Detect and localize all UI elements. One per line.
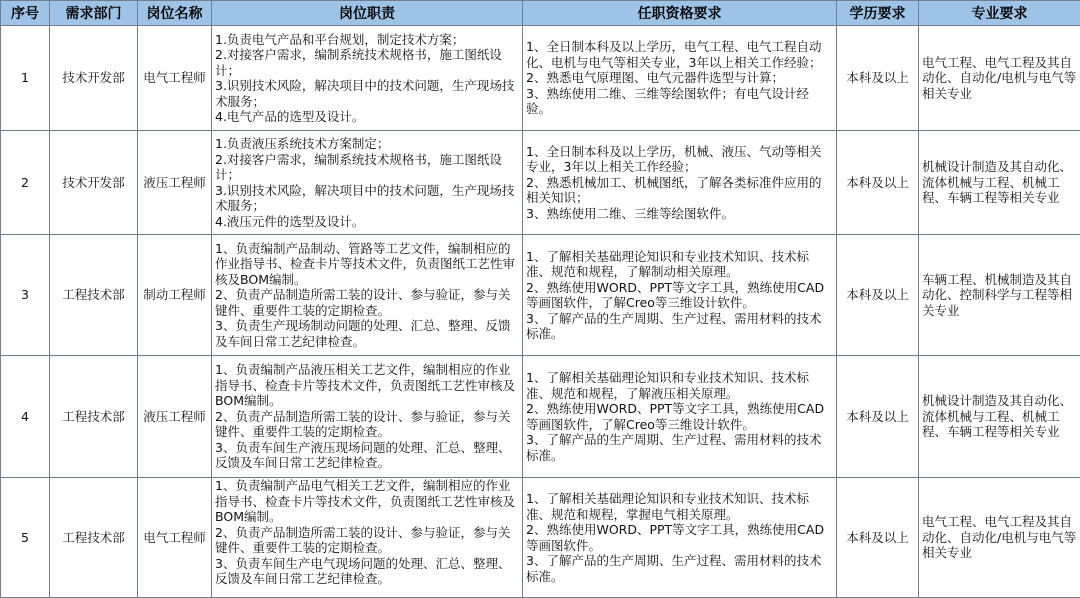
cell-duties [212, 356, 523, 478]
qualification-line: 3、了解产品的生产周期、生产过程、需用材料的技术标准。 [526, 432, 833, 463]
duty-line: 2.对接客户需求，编制系统技术规格书，施工图纸设计； [215, 47, 519, 78]
cell-department: 工程技术部 [50, 478, 138, 598]
cell-position: 电气工程师 [138, 26, 212, 131]
cell-major: 机械设计制造及其自动化、流体机械与工程、机械工程、车辆工程等相关专业 [919, 131, 1080, 235]
cell-index: 2 [1, 131, 50, 235]
duty-line: 3.识别技术风险，解决项目中的技术问题，生产现场技术服务； [215, 78, 519, 109]
qualification-line: 2、熟练使用WORD、PPT等文字工具，熟练使用CAD等画图软件，了解Creo等三维设计软件。 [526, 280, 833, 311]
duty-line: 4.液压元件的选型及设计。 [215, 214, 519, 230]
cell-major: 电气工程、电气工程及其自动化、自动化/电机与电气等相关专业 [919, 26, 1080, 131]
qualification-line: 2、熟悉机械加工、机械图纸，了解各类标准件应用的相关知识； [526, 175, 833, 206]
header-index: 序号 [1, 1, 50, 26]
qualification-line: 2、熟悉电气原理图、电气元器件选型与计算； [526, 70, 833, 86]
duty-line: 1.负责液压系统技术方案制定； [215, 136, 519, 152]
duty-line: 1、负责编制产品液压相关工艺文件，编制相应的作业指导书、检查卡片等技术文件，负责图纸工艺性审核及BOM编制。 [215, 362, 519, 409]
header-education: 学历要求 [837, 1, 919, 26]
cell-department: 工程技术部 [50, 235, 138, 356]
qualification-line: 3、熟练使用二维、三维等绘图软件。 [526, 206, 833, 222]
cell-education: 本科及以上 [837, 235, 919, 356]
header-duties: 岗位职责 [212, 1, 523, 26]
duty-line: 1.负责电气产品和平台规划，制定技术方案； [215, 32, 519, 48]
qualification-line: 1、全日制本科及以上学历，机械、液压、气动等相关专业，3年以上相关工作经验； [526, 144, 833, 175]
qualification-line: 1、全日制本科及以上学历，电气工程、电气工程自动化、电机与电气等相关专业，3年以上相关工作经验； [526, 39, 833, 70]
cell-education: 本科及以上 [837, 356, 919, 478]
cell-department: 技术开发部 [50, 131, 138, 235]
cell-position: 电气工程师 [138, 478, 212, 598]
duty-line: 1、负责编制产品制动、管路等工艺文件，编制相应的作业指导书、检查卡片等技术文件，负责图纸工艺性审核及BOM编制。 [215, 241, 519, 288]
header-department: 需求部门 [50, 1, 138, 26]
table-row [1, 235, 1080, 356]
duty-line: 2、负责产品制造所需工装的设计、参与验证，参与关键件、重要件工装的定期检查。 [215, 525, 519, 556]
table-row [1, 478, 1080, 598]
table-row [1, 26, 1080, 131]
duty-line: 3.识别技术风险，解决项目中的技术问题，生产现场技术服务； [215, 183, 519, 214]
table-row [1, 131, 1080, 235]
table-row [1, 356, 1080, 478]
qualification-line: 2、熟练使用WORD、PPT等文字工具，熟练使用CAD等画图软件。 [526, 522, 833, 553]
table-body [1, 26, 1080, 598]
cell-department: 技术开发部 [50, 26, 138, 131]
cell-index: 5 [1, 478, 50, 598]
cell-duties [212, 478, 523, 598]
cell-qualifications [523, 356, 837, 478]
duty-line: 2、负责产品制造所需工装的设计、参与验证，参与关键件、重要件工装的定期检查。 [215, 409, 519, 440]
cell-education: 本科及以上 [837, 26, 919, 131]
duty-line: 4.电气产品的选型及设计。 [215, 109, 519, 125]
cell-duties [212, 131, 523, 235]
duty-line: 3、负责生产现场制动问题的处理、汇总、整理、反馈及车间日常工艺纪律检查。 [215, 318, 519, 349]
cell-index: 3 [1, 235, 50, 356]
cell-qualifications [523, 26, 837, 131]
header-qualifications: 任职资格要求 [523, 1, 837, 26]
cell-major: 机械设计制造及其自动化、流体机械与工程、机械工程、车辆工程等相关专业 [919, 356, 1080, 478]
cell-position: 液压工程师 [138, 131, 212, 235]
qualification-line: 3、了解产品的生产周期、生产过程、需用材料的技术标准。 [526, 311, 833, 342]
duty-line: 3、负责车间生产电气现场问题的处理、汇总、整理、反馈及车间日常工艺纪律检查。 [215, 556, 519, 587]
header-row [1, 1, 1080, 26]
cell-major: 车辆工程、机械制造及其自动化、控制科学与工程等相关专业 [919, 235, 1080, 356]
cell-qualifications [523, 131, 837, 235]
cell-index: 1 [1, 26, 50, 131]
cell-duties [212, 26, 523, 131]
cell-position: 制动工程师 [138, 235, 212, 356]
cell-position: 液压工程师 [138, 356, 212, 478]
qualification-line: 1、了解相关基础理论知识和专业技术知识、技术标准、规范和规程，了解液压相关原理。 [526, 370, 833, 401]
qualification-line: 1、了解相关基础理论知识和专业技术知识、技术标准、规范和规程，了解制动相关原理。 [526, 249, 833, 280]
header-position: 岗位名称 [138, 1, 212, 26]
cell-education: 本科及以上 [837, 131, 919, 235]
qualification-line: 1、了解相关基础理论知识和专业技术知识、技术标准、规范和规程，掌握电气相关原理。 [526, 491, 833, 522]
cell-duties [212, 235, 523, 356]
qualification-line: 2、熟练使用WORD、PPT等文字工具，熟练使用CAD等画图软件，了解Creo等三维设计软件。 [526, 401, 833, 432]
duty-line: 2、负责产品制造所需工装的设计、参与验证，参与关键件、重要件工装的定期检查。 [215, 287, 519, 318]
header-major: 专业要求 [919, 1, 1080, 26]
cell-qualifications [523, 235, 837, 356]
table-header [1, 1, 1080, 26]
duty-line: 2.对接客户需求，编制系统技术规格书，施工图纸设计； [215, 152, 519, 183]
qualification-line: 3、熟练使用二维、三维等绘图软件；有电气设计经验。 [526, 86, 833, 117]
cell-education: 本科及以上 [837, 478, 919, 598]
cell-index: 4 [1, 356, 50, 478]
cell-qualifications [523, 478, 837, 598]
cell-department: 工程技术部 [50, 356, 138, 478]
duty-line: 1、负责编制产品电气相关工艺文件，编制相应的作业指导书、检查卡片等技术文件，负责图纸工艺性审核及BOM编制。 [215, 478, 519, 525]
duty-line: 3、负责车间生产液压现场问题的处理、汇总、整理、反馈及车间日常工艺纪律检查。 [215, 440, 519, 471]
cell-major: 电气工程、电气工程及其自动化、自动化/电机与电气等相关专业 [919, 478, 1080, 598]
qualification-line: 3、了解产品的生产周期、生产过程、需用材料的技术标准。 [526, 553, 833, 584]
